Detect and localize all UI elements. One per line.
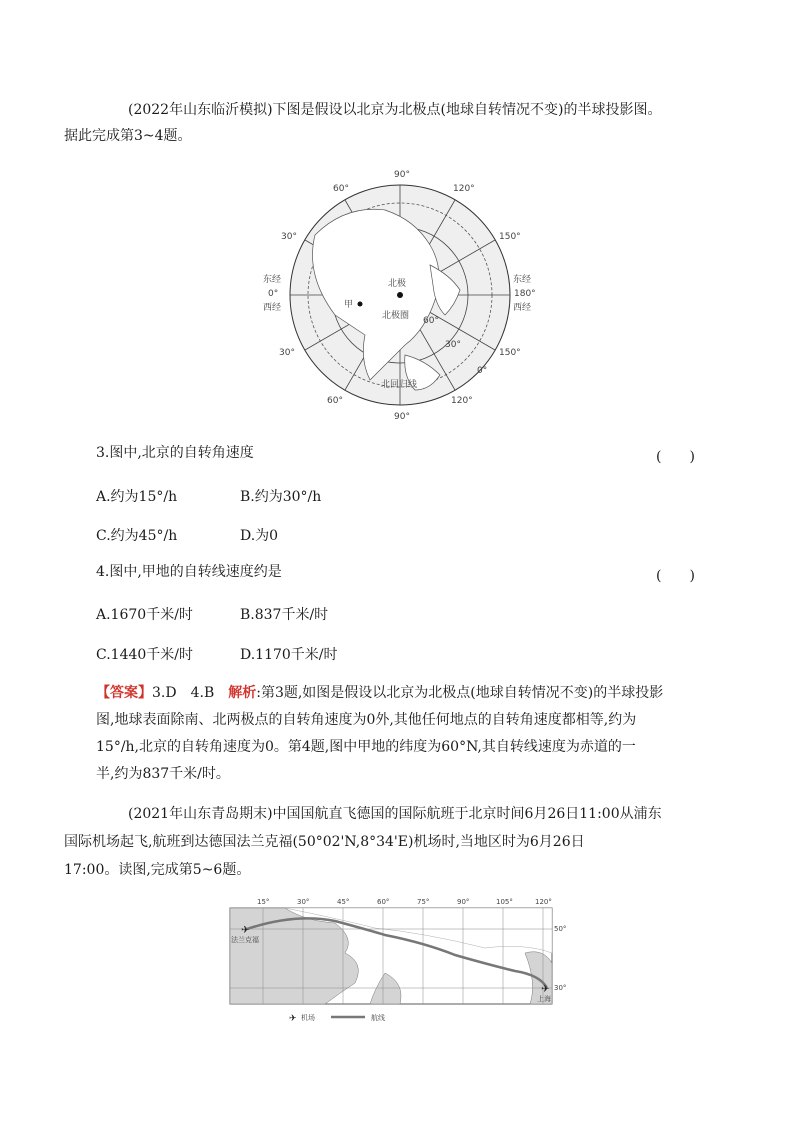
lon-label-120-br: 120° xyxy=(451,396,473,406)
lon-label-top: 90° xyxy=(394,170,410,180)
lon-label-15: 15° xyxy=(257,898,270,906)
question-4-option-c: C.1440千米/时 xyxy=(96,647,194,663)
lon-label-105: 105° xyxy=(496,898,513,906)
frankfurt-label: 法兰克福 xyxy=(231,936,259,944)
lon-label-180: 180° xyxy=(514,289,536,299)
west-label-left: 西经 xyxy=(263,303,282,313)
lat-label-60: 60° xyxy=(423,316,439,326)
lon-label-30: 30° xyxy=(297,898,310,906)
lat-label-0: 0° xyxy=(477,366,488,376)
point-jia-dot xyxy=(358,302,363,307)
intro-paragraph-2 xyxy=(64,800,696,884)
question-3-stem: 3.图中,北京的自转角速度 xyxy=(96,445,254,461)
point-jia-label: 甲 xyxy=(344,300,354,310)
question-3-bracket: ( ) xyxy=(656,449,695,465)
map2-lon-labels xyxy=(257,898,552,906)
lon-label-45: 45° xyxy=(337,898,350,906)
intro-paragraph-1 xyxy=(64,97,696,149)
flight-route-map xyxy=(225,893,565,1028)
beijing-pole-point xyxy=(397,292,403,298)
question-4-stem: 4.图中,甲地的自转线速度约是 xyxy=(96,564,282,580)
answer-explanation xyxy=(96,680,696,788)
intro2-line-3: 17:00。读图,完成第5~6题。 xyxy=(64,862,251,878)
lon-label-120: 120° xyxy=(535,898,552,906)
lon-label-75: 75° xyxy=(417,898,430,906)
lon-label-150-tr: 150° xyxy=(499,232,521,242)
west-label-right: 西经 xyxy=(513,303,532,313)
explanation-line-4: 半,约为837千米/时。 xyxy=(96,766,230,782)
map2-legend xyxy=(289,1013,385,1024)
lat-label-30-right: 30° xyxy=(554,984,567,992)
explanation-line-2: 图,地球表面除南、北两极点的自转角速度为0外,其他任何地点的自转角速度都相等,约为 xyxy=(96,712,637,728)
explanation-line-1: :第3题,如图是假设以北京为北极点(地球自转情况不变)的半球投影 xyxy=(256,685,664,701)
question-4-bracket: ( ) xyxy=(656,568,695,584)
answer-keys: 3.D 4.B xyxy=(152,685,229,701)
lon-label-120-tr: 120° xyxy=(453,184,475,194)
question-4-option-a: A.1670千米/时 xyxy=(96,607,193,623)
lon-label-60: 60° xyxy=(377,898,390,906)
explanation-line-3: 15°/h,北京的自转角速度为0。第4题,图中甲地的纬度为60°N,其自转线速度为赤道的一 xyxy=(96,739,636,755)
legend-airport-icon: ✈ xyxy=(289,1014,297,1024)
question-3-option-d: D.为0 xyxy=(240,528,279,544)
zero-label: 0° xyxy=(268,289,279,299)
intro-line-1: (2022年山东临沂模拟)下图是假设以北京为北极点(地球自转情况不变)的半球投影图。 xyxy=(128,102,662,118)
east-label-right: 东经 xyxy=(513,275,532,285)
lon-label-30-tl: 30° xyxy=(281,232,297,242)
frankfurt-airport-icon: ✈ xyxy=(241,925,250,936)
shanghai-label: 上海 xyxy=(537,995,551,1003)
tropic-label: 北回归线 xyxy=(381,380,418,390)
lon-label-150-br: 150° xyxy=(499,348,521,358)
explanation-tag: 解析 xyxy=(228,685,257,701)
question-4-option-d: D.1170千米/时 xyxy=(240,647,338,663)
question-3-option-a: A.约为15°/h xyxy=(96,489,178,505)
lon-label-30-bl: 30° xyxy=(279,348,295,358)
question-4-option-b: B.837千米/时 xyxy=(240,607,329,623)
shanghai-airport-icon: ✈ xyxy=(541,984,550,995)
arctic-circle-label: 北极圈 xyxy=(382,311,410,321)
legend-airport-label: 机场 xyxy=(301,1014,315,1022)
question-3-option-c: C.约为45°/h xyxy=(96,528,178,544)
legend-route-label: 航线 xyxy=(371,1014,385,1022)
intro2-line-1: (2021年山东青岛期末)中国国航直飞德国的国际航班于北京时间6月26日11:00从浦东 xyxy=(128,806,662,822)
lon-label-bottom: 90° xyxy=(394,412,410,422)
north-pole-label: 北极 xyxy=(388,279,407,289)
lon-label-60-bl: 60° xyxy=(327,396,343,406)
intro-line-2: 据此完成第3~4题。 xyxy=(64,128,192,144)
answer-tag: 【答案】 xyxy=(96,685,152,701)
question-3-option-b: B.约为30°/h xyxy=(240,489,322,505)
east-label-left: 东经 xyxy=(263,275,282,285)
hemisphere-projection-map xyxy=(255,165,545,425)
lat-label-50: 50° xyxy=(554,925,567,933)
lat-label-30: 30° xyxy=(445,340,461,350)
lon-label-90: 90° xyxy=(457,898,470,906)
intro2-line-2: 国际机场起飞,航班到达德国法兰克福(50°02'N,8°34'E)机场时,当地区时为6月26日 xyxy=(64,834,585,850)
lon-label-60-tl: 60° xyxy=(333,184,349,194)
